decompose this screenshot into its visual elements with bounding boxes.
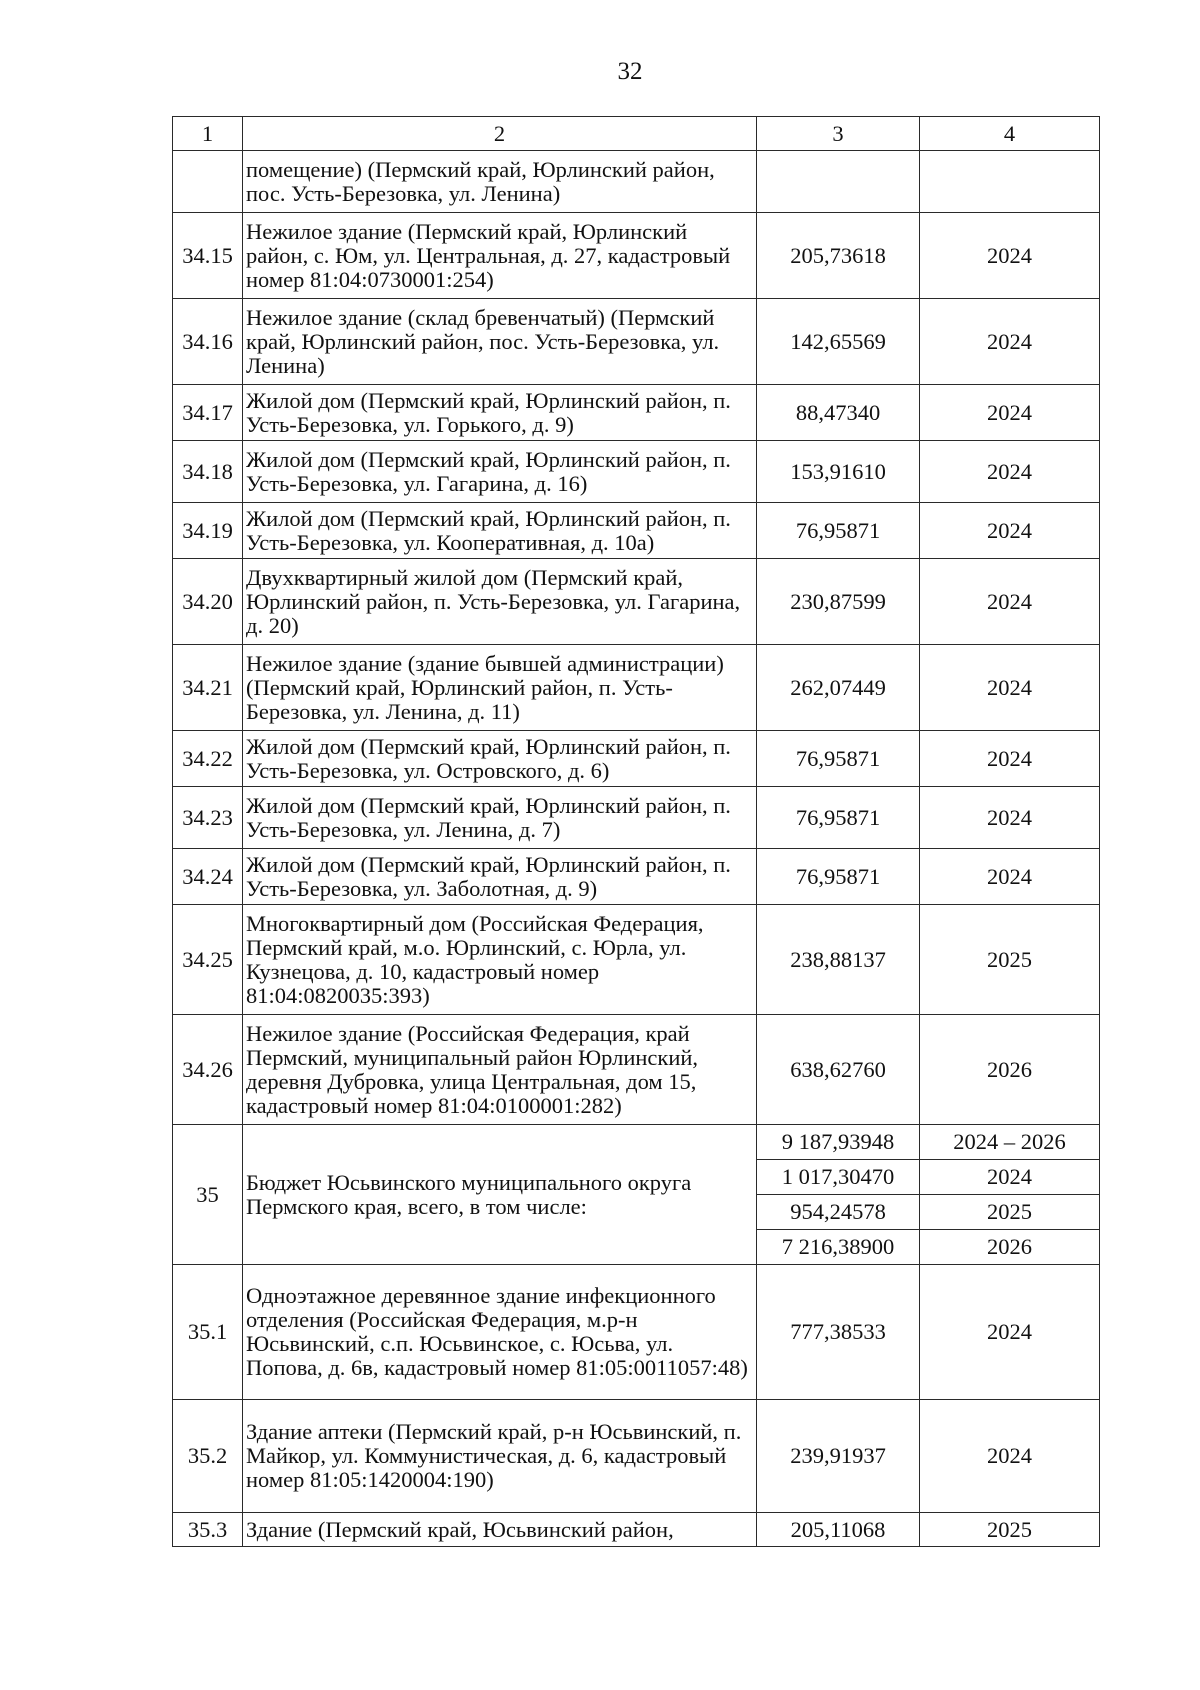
budget-year: 2024 – 2026	[920, 1125, 1100, 1160]
item-description: Здание аптеки (Пермский край, р-н Юсьвинский, п. Майкор, ул. Коммунистическая, д. 6, кадастровый номер 81:05:1420004:190)	[243, 1400, 757, 1513]
item-number: 35.1	[173, 1265, 243, 1400]
item-year: 2024	[920, 559, 1100, 645]
header-cell-3: 3	[757, 117, 920, 151]
table-row	[173, 151, 1100, 213]
budget-year: 2024	[920, 1160, 1100, 1195]
item-amount: 76,95871	[757, 787, 920, 849]
budget-description: Бюджет Юсьвинского муниципального округа Пермского края, всего, в том числе:	[243, 1125, 757, 1265]
item-number: 34.18	[173, 441, 243, 503]
item-description: Нежилое здание (склад бревенчатый) (Пермский край, Юрлинский район, пос. Усть-Березовка, ул. Ленина)	[243, 299, 757, 385]
header-cell-2: 2	[243, 117, 757, 151]
item-number: 34.20	[173, 559, 243, 645]
header-cell-4: 4	[920, 117, 1100, 151]
item-number: 34.22	[173, 731, 243, 787]
item-description: Нежилое здание (здание бывшей администрации) (Пермский край, Юрлинский район, п. Усть-Березовка, ул. Ленина, д. 11)	[243, 645, 757, 731]
item-amount: 777,38533	[757, 1265, 920, 1400]
budget-amount: 9 187,93948	[757, 1125, 920, 1160]
item-description: Двухквартирный жилой дом (Пермский край, Юрлинский район, п. Усть-Березовка, ул. Гагарина, д. 20)	[243, 559, 757, 645]
item-amount: 142,65569	[757, 299, 920, 385]
item-amount: 205,11068	[757, 1513, 920, 1547]
item-year: 2025	[920, 905, 1100, 1015]
item-number: 34.17	[173, 385, 243, 441]
table-header-row	[173, 117, 1100, 151]
item-year: 2025	[920, 1513, 1100, 1547]
table-row	[173, 645, 1100, 731]
item-year: 2024	[920, 503, 1100, 559]
budget-row	[173, 1125, 1100, 1160]
item-description: Жилой дом (Пермский край, Юрлинский район, п. Усть-Березовка, ул. Островского, д. 6)	[243, 731, 757, 787]
item-amount: 230,87599	[757, 559, 920, 645]
item-amount: 262,07449	[757, 645, 920, 731]
item-year: 2024	[920, 299, 1100, 385]
item-number: 34.21	[173, 645, 243, 731]
item-description: Здание (Пермский край, Юсьвинский район,	[243, 1513, 757, 1547]
item-number: 34.15	[173, 213, 243, 299]
table-row	[173, 1015, 1100, 1125]
item-number: 34.19	[173, 503, 243, 559]
item-year: 2024	[920, 213, 1100, 299]
item-year: 2024	[920, 1265, 1100, 1400]
table-row	[173, 1400, 1100, 1513]
budget-amount: 7 216,38900	[757, 1230, 920, 1265]
item-number: 34.24	[173, 849, 243, 905]
table-row	[173, 385, 1100, 441]
item-description: Нежилое здание (Российская Федерация, край Пермский, муниципальный район Юрлинский, деревня Дубровка, улица Центральная, дом 15, кадастровый номер 81:04:0100001:282)	[243, 1015, 757, 1125]
item-year: 2024	[920, 787, 1100, 849]
table-row	[173, 503, 1100, 559]
item-description: Одноэтажное деревянное здание инфекционного отделения (Российская Федерация, м.р-н Юсьвинский, с.п. Юсьвинское, с. Юсьва, ул. Попова, д. 6в, кадастровый номер 81:05:0011057:48)	[243, 1265, 757, 1400]
item-number: 34.23	[173, 787, 243, 849]
table-row	[173, 1265, 1100, 1400]
item-amount: 638,62760	[757, 1015, 920, 1125]
table-row	[173, 787, 1100, 849]
item-amount: 153,91610	[757, 441, 920, 503]
item-year: 2024	[920, 385, 1100, 441]
item-amount: 205,73618	[757, 213, 920, 299]
table-row	[173, 299, 1100, 385]
item-description: помещение) (Пермский край, Юрлинский район, пос. Усть-Березовка, ул. Ленина)	[243, 151, 757, 213]
item-year: 2024	[920, 849, 1100, 905]
item-amount: 238,88137	[757, 905, 920, 1015]
item-number	[173, 151, 243, 213]
item-number: 35.2	[173, 1400, 243, 1513]
table-row	[173, 441, 1100, 503]
page-number: 32	[617, 58, 643, 85]
item-year: 2024	[920, 731, 1100, 787]
budget-number: 35	[173, 1125, 243, 1265]
item-description: Жилой дом (Пермский край, Юрлинский район, п. Усть-Березовка, ул. Кооперативная, д. 10а)	[243, 503, 757, 559]
item-number: 35.3	[173, 1513, 243, 1547]
item-amount: 239,91937	[757, 1400, 920, 1513]
item-description: Жилой дом (Пермский край, Юрлинский район, п. Усть-Березовка, ул. Гагарина, д. 16)	[243, 441, 757, 503]
item-year	[920, 151, 1100, 213]
table-row	[173, 849, 1100, 905]
budget-year: 2026	[920, 1230, 1100, 1265]
item-description: Жилой дом (Пермский край, Юрлинский район, п. Усть-Березовка, ул. Ленина, д. 7)	[243, 787, 757, 849]
budget-year: 2025	[920, 1195, 1100, 1230]
table-row	[173, 731, 1100, 787]
item-description: Нежилое здание (Пермский край, Юрлинский район, с. Юм, ул. Центральная, д. 27, кадастровый номер 81:04:0730001:254)	[243, 213, 757, 299]
table-row	[173, 559, 1100, 645]
item-number: 34.26	[173, 1015, 243, 1125]
budget-amount: 1 017,30470	[757, 1160, 920, 1195]
item-amount: 88,47340	[757, 385, 920, 441]
item-amount: 76,95871	[757, 731, 920, 787]
item-description: Многоквартирный дом (Российская Федерация, Пермский край, м.о. Юрлинский, с. Юрла, ул. Кузнецова, д. 10, кадастровый номер 81:04:0820035:393)	[243, 905, 757, 1015]
table-row	[173, 213, 1100, 299]
item-year: 2024	[920, 1400, 1100, 1513]
item-number: 34.16	[173, 299, 243, 385]
item-year: 2024	[920, 645, 1100, 731]
item-description: Жилой дом (Пермский край, Юрлинский район, п. Усть-Березовка, ул. Горького, д. 9)	[243, 385, 757, 441]
item-year: 2026	[920, 1015, 1100, 1125]
item-amount: 76,95871	[757, 849, 920, 905]
property-table	[172, 116, 1100, 1547]
item-description: Жилой дом (Пермский край, Юрлинский район, п. Усть-Березовка, ул. Заболотная, д. 9)	[243, 849, 757, 905]
header-cell-1: 1	[173, 117, 243, 151]
item-amount: 76,95871	[757, 503, 920, 559]
item-year: 2024	[920, 441, 1100, 503]
budget-amount: 954,24578	[757, 1195, 920, 1230]
item-number: 34.25	[173, 905, 243, 1015]
table-row	[173, 1513, 1100, 1547]
table-row	[173, 905, 1100, 1015]
item-amount	[757, 151, 920, 213]
